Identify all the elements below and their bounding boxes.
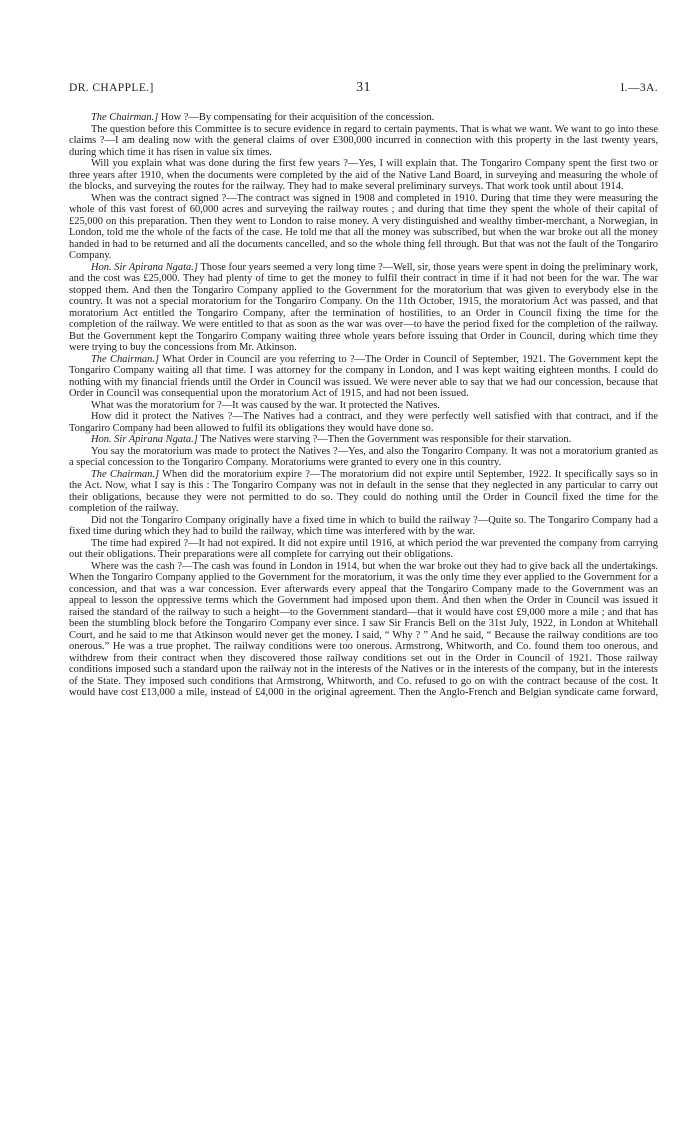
page-header xyxy=(69,82,658,100)
paragraph xyxy=(69,193,658,262)
paragraph xyxy=(69,515,658,538)
transcript-body xyxy=(69,112,658,699)
paragraph xyxy=(69,354,658,400)
paragraph xyxy=(69,262,658,354)
paragraph-text: The time had expired ?—It had not expired. It did not expire until 1916, at which period the war prevented the company from carrying out their obligations. Their preparations were all complete for carrying out their obligations. xyxy=(69,537,658,560)
paragraph xyxy=(69,434,658,446)
paragraph-text: How did it protect the Natives ?—The Natives had a contract, and they were perfectly well satisfied with that contract, and if the Tongariro Company had been allowed to fulfil its obligations they would have done so. xyxy=(69,411,658,434)
paragraph-text: Did not the Tongariro Company originally have a fixed time in which to build the railway ?—Quite so. The Tongariro Company had a fixed time during which they had to build the railway, which time was interfered with by the war. xyxy=(69,514,658,537)
paragraph xyxy=(69,538,658,561)
document-reference: I.—3A. xyxy=(620,82,658,94)
paragraph xyxy=(69,158,658,193)
paragraph-text: What was the moratorium for ?—It was caused by the war. It protected the Natives. xyxy=(91,399,440,411)
speaker-label: Hon. Sir Apirana Ngata.] xyxy=(91,434,198,445)
paragraph xyxy=(69,124,658,159)
paragraph-text: Where was the cash ?—The cash was found in London in 1914, but when the war broke out they had to give back all the undertakings. When the Tongariro Company applied to the Government for the moratorium, it was the only time they ever applied to the Government for a concession, and that was a war concession. Ever afterwards every appeal that the Tongariro Company made to the Government was an appeal to lesson the oppressive terms which the Government had imposed upon them. And then when the Order in Council was issued it raised the standard of the railway to such a height—to the Government standard—that it would have cost £9,000 more a mile ; and that has been the stumbling block before the Tongariro Company ever since. I saw Sir Francis Bell on the 31st July, 1922, in London at Whitehall Court, and he said to me that Atkinson would never get the money. I said, “ Why ? ” And he said, “ Because the railway conditions are too onerous.” He was a true prophet. The railway conditions were too onerous. Armstrong, Whitworth, and Co. found them too onerous, and withdrew from their contract when they discovered those railway conditions set out in the Order in Council of 1921. Those railway conditions imposed such a standard upon the railway not in the interests of the Natives or in the interests of the company, but in the interests of the State. They imposed such conditions that Armstrong, Whitworth, and Co. refused to go on with the contract because of the cost. It would have cost £13,000 a mile, instead of £4,000 in the original agreement. Then the Anglo-French and Belgian syndicate came forward, xyxy=(69,560,658,698)
paragraph xyxy=(69,112,658,124)
speaker-label: The Chairman.] xyxy=(91,112,159,123)
paragraph-text: When was the contract signed ?—The contract was signed in 1908 and completed in 1910. During that time they were measuring the whole of this vast forest of 60,000 acres and surveying the railway routes ; and during that time they spent the whole of their capital of £25,000 on this preparation. Then they went to London to raise money. A very distinguished and wealthy timber-merchant, a Norwegian, in London, told me the whole of the facts of the case. He told me that all the money was subscribed, but when the war broke out all the money handed in had to be returned and all the documents cancelled, and so the whole thing fell through. But that was not the fault of the Tongariro Company. xyxy=(69,192,658,261)
paragraph-text: When did the moratorium expire ?—The moratorium did not expire until September, 1922. It specifically says so in the Act. Now, what I say is this : The Tongariro Company was not in default in the sense that they neglected in any particular to carry out their obligations, because they were not permitted to do so. They could do nothing until the Order in Council fixed the time for the completion of the railway. xyxy=(69,468,658,514)
page-number: 31 xyxy=(356,80,371,95)
paragraph xyxy=(69,400,658,412)
paragraph xyxy=(69,561,658,699)
paragraph xyxy=(69,411,658,434)
paragraph-text: Will you explain what was done during the first few years ?—Yes, I will explain that. The Tongariro Company spent the first two or three years after 1910, when the documents were completed by the aid of the Native Land Board, in surveying and measuring the whole of the blocks, and surveying the routes for the railway. They had to make several preliminary surveys. That work took until about 1914. xyxy=(69,158,658,192)
speaker-label: The Chairman.] xyxy=(91,353,159,365)
speaker-label: Hon. Sir Apirana Ngata.] xyxy=(91,261,198,273)
paragraph xyxy=(69,446,658,469)
paragraph-text: How ?—By compensating for their acquisition of the concession. xyxy=(158,112,435,123)
paragraph-text: Those four years seemed a very long time ?—Well, sir, those years were spent in doing the preliminary work, and the cost was £25,000. They had plenty of time to get the money to fulfil their contract in time if it had not been for the war. The war stopped them. And then the Tongariro Company applied to the Government for the moratorium that was given to everybody else in the country. It was not a special moratorium for the Tongariro Company. On the 11th October, 1915, the moratorium Act was passed, and that moratorium Act entitled the Tongariro Company, after the termination of hostilities, to an Order in Council fixing the time for the completion of the railway. We were entitled to that as soon as the war was over—to have the period fixed for the completion of the railway. But the Government kept the Tongariro Company waiting three whole years before issuing that Order in Council, during which time they were trying to buy the concessions from Mr. Atkinson. xyxy=(69,261,659,353)
paragraph xyxy=(69,469,658,515)
speaker-label: The Chairman.] xyxy=(91,468,160,480)
paragraph-text: The Natives were starving ?—Then the Government was responsible for their starvation. xyxy=(197,434,572,445)
header-speaker: DR. CHAPPLE.] xyxy=(69,82,154,94)
paragraph-text: You say the moratorium was made to protect the Natives ?—Yes, and also the Tongariro Company. It was not a moratorium granted as a special concession to the Tongariro Company. Moratoriums were granted to every one in this country. xyxy=(69,445,658,468)
paragraph-text: The question before this Committee is to secure evidence in regard to certain payments. That is what we want. We want to go into these claims ?—I am dealing now with the general claims of over £300,000 incurred in connection with this property in the last twenty years, during which time it has risen in value six times. xyxy=(69,123,658,158)
paragraph-text: What Order in Council are you referring to ?—The Order in Council of September, 1921. The Government kept the Tongariro Company waiting all that time. I was attorney for the company in London, and I was kept waiting eighteen months. I could do nothing with my financial friends until the Order in Council was issued. We were never able to say that we had our concession, because that Order in Council was consequential upon the moratorium Act of 1915, and had not been issued. xyxy=(69,353,658,399)
